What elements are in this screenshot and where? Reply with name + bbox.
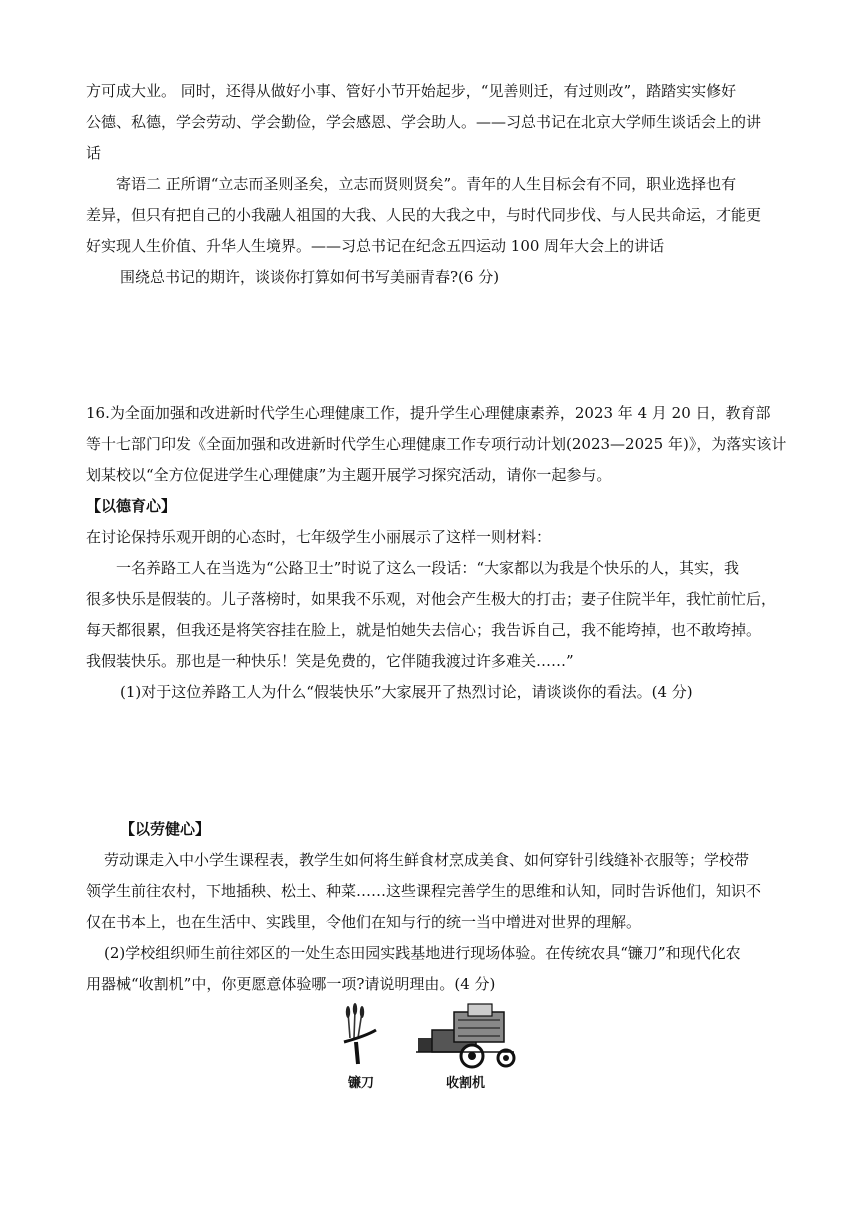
question-16-line: 等十七部门印发《全面加强和改进新时代学生心理健康工作专项行动计划(2023—2025 年)》，为落实该计 <box>86 435 787 453</box>
section-heading: 【以德育心】 <box>86 497 177 515</box>
paragraph-line: 好实现人生价值、升华人生境界。——习总书记在纪念五四运动 100 周年大会上的讲话 <box>86 237 665 255</box>
material-line: 劳动课走入中小学生课程表，教学生如何将生鲜食材烹成美食、如何穿针引线缝补衣服等；学校带 <box>104 851 750 869</box>
question-16-line: 划某校以“全方位促进学生心理健康”为主题开展学习探究活动，请你一起参与。 <box>86 466 612 484</box>
harvester-caption: 收割机 <box>446 1076 486 1091</box>
paragraph-line: 公德、私德，学会劳动、学会勤俭，学会感恩、学会助人。——习总书记在北京大学师生谈话会上的讲 <box>86 113 762 131</box>
harvester-illustration <box>416 1004 514 1067</box>
material-line: 一名养路工人在当选为“公路卫士”时说了这么一段话：“大家都以为我是个快乐的人，其实，我 <box>116 559 740 577</box>
sickle-illustration <box>344 1003 376 1064</box>
paragraph-line: 方可成大业。 同时，还得从做好小事、管好小节开始起步，“见善则迁，有过则改”，踏踏实实修好 <box>86 82 737 100</box>
paragraph-line: 差异，但只有把自己的小我融人祖国的大我、人民的大我之中，与时代同步伐、与人民共命运，才能更 <box>86 206 762 224</box>
material-line: 仅在书本上，也在生活中、实践里，令他们在知与行的统一当中增进对世界的理解。 <box>86 913 642 931</box>
paragraph-line: 话 <box>86 144 102 162</box>
material-line: 每天都很累，但我还是将笑容挂在脸上，就是怕她失去信心；我告诉自己，我不能垮掉，也不敢垮掉。 <box>86 621 762 639</box>
material-line: 很多快乐是假装的。儿子落榜时，如果我不乐观，对他会产生极大的打击；妻子住院半年，我忙前忙后， <box>86 590 777 608</box>
section-heading: 【以劳健心】 <box>120 820 211 838</box>
question-2-line: (2)学校组织师生前往郊区的一处生态田园实践基地进行现场体验。在传统农具“镰刀”和现代化农 <box>104 944 741 962</box>
question-2-line: 用器械“收割机”中，你更愿意体验哪一项?请说明理由。(4 分) <box>86 975 496 993</box>
question-prompt: 围绕总书记的期许，谈谈你打算如何书写美丽青春?(6 分) <box>120 268 500 286</box>
material-line: 我假装快乐。那也是一种快乐！笑是免费的，它伴随我渡过许多难关……” <box>86 652 574 670</box>
paragraph-line: 寄语二 正所谓“立志而圣则圣矣，立志而贤则贤矣”。青年的人生目标会有不同，职业选择也有 <box>116 175 737 193</box>
question-16-line: 16.为全面加强和改进新时代学生心理健康工作，提升学生心理健康素养，2023 年 4 月 20 日，教育部 <box>86 404 771 422</box>
material-line: 领学生前往农村，下地插秧、松土、种菜……这些课程完善学生的思维和认知，同时告诉他们，知识不 <box>86 882 762 900</box>
sickle-caption: 镰刀 <box>348 1076 375 1091</box>
question-1: (1)对于这位养路工人为什么“假装快乐”大家展开了热烈讨论，请谈谈你的看法。(4 分) <box>120 683 693 701</box>
section-intro: 在讨论保持乐观开朗的心态时，七年级学生小丽展示了这样一则材料： <box>86 528 552 546</box>
